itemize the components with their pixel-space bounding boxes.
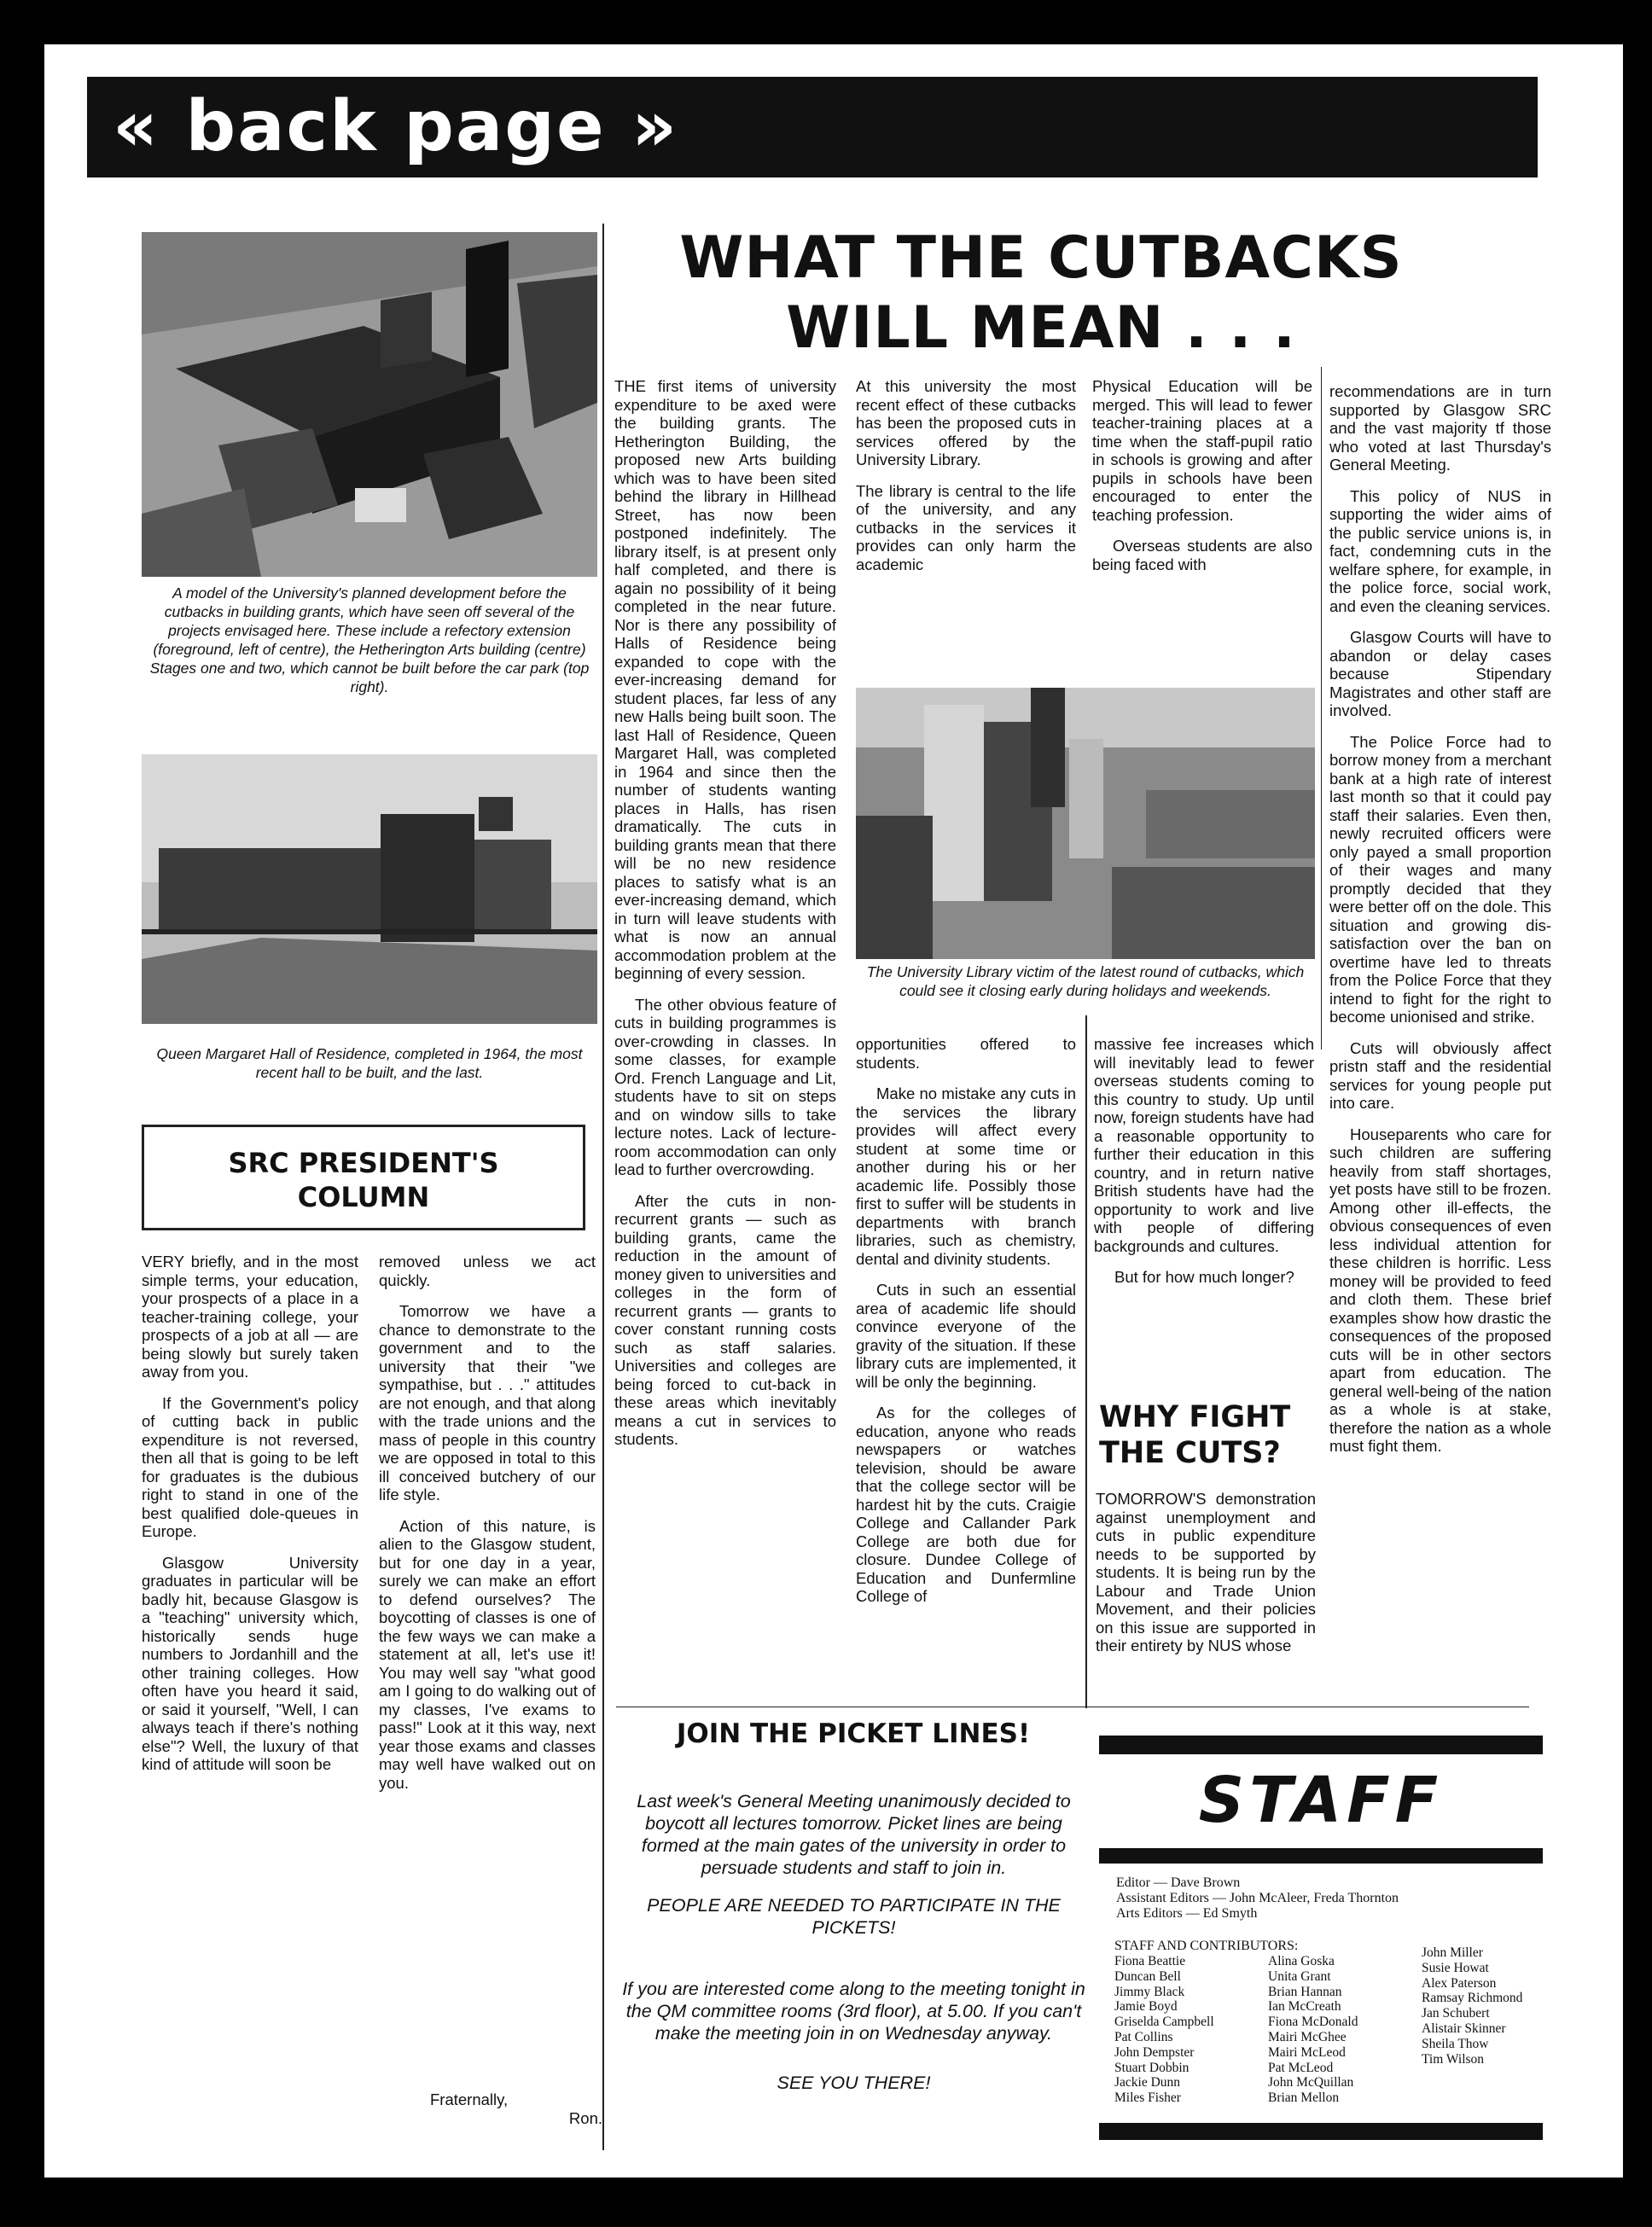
article-paragraph: opportunities offered to students. — [856, 1035, 1076, 1072]
article-paragraph: THE first items of university expenditure to be axed were the building grants. The Hetherington Building, the proposed new Arts building which was to have been sited behind the library in Hillhead Street, has now been postponed indefinitely. The library itself, is at present only half completed, and there is again no possibility of it being completed in the near future. Nor is there any possibility of Halls of Residence being expanded to cope with the ever-increasing demand for student places, far less of any new Halls being built soon. The last Hall of Residence, Queen Margaret Hall, was completed in 1964 and since then the number of students wanting places in Halls, has risen dramatically. The cuts in building grants mean that there will be no new residence places to satisfy what is an ever-increasing demand, which in turn will leave students with what is now an annual accommodation problem at the beginning of every session. — [614, 377, 836, 982]
staff-editor: Editor — Dave Brown — [1116, 1875, 1241, 1890]
contributor-name: Brian Mellon — [1268, 2090, 1340, 2106]
contributor-name: Mairi McLeod — [1268, 2044, 1346, 2060]
article-paragraph: After the cuts in non-recurrent grants — such as building grants, came the reduction in the amount of money given to universities and colleges in the form of recurrent grants — grants to cover constant running costs such as staff salaries. Universities and colleges are being forced to cut-back in these areas which inevitably means a cut in services to students. — [614, 1191, 836, 1448]
contributor-name: Stuart Dobbin — [1114, 2060, 1190, 2075]
contributors-column-3 — [1422, 1945, 1522, 2067]
src-column-b — [379, 1253, 596, 2072]
article-column-1 — [614, 377, 836, 1708]
src-paragraph: Glasgow University graduates in particular will be badly hit, because Glasgow is a "teaching" university which, historically sends huge numbers to Jordanhill and the other training colleges. How often have you heard it said, or said it yourself, "Well, I can always teach if there's nothing else"? Well, the luxury of that kind of attitude will soon be — [142, 1553, 358, 1773]
staff-contributors-heading: STAFF AND CONTRIBUTORS: — [1114, 1939, 1299, 1953]
contributor-name: Ian McCreath — [1268, 1999, 1341, 2015]
contributor-name: John Miller — [1422, 1945, 1483, 1960]
contributor-name: Alex Paterson — [1422, 1975, 1497, 1991]
article-column-2-bottom — [856, 1035, 1076, 1709]
university-model-photo — [142, 232, 597, 577]
divider-left — [602, 224, 604, 2150]
contributor-name: Jimmy Black — [1114, 1984, 1185, 1999]
model-photo-caption: A model of the University's planned development before the cutbacks in building grants, which have seen off several of the projects envisaged here. These include a refectory extension (foreground, left of centre), the Hetherington Arts building (centre) Stages one and two, which cannot be built before the car park (top right). — [149, 584, 590, 695]
article-paragraph: recommendations are in turn supported by Glasgow SRC and the vast majority tf those who voted at last Thursday's General Meeting. — [1329, 382, 1551, 474]
article-column-4 — [1329, 382, 1551, 1713]
contributor-name: Duncan Bell — [1114, 1968, 1181, 1984]
why-fight-heading: WHY FIGHT THE CUTS? — [1099, 1400, 1291, 1470]
contributor-name: Unita Grant — [1268, 1968, 1331, 1984]
picket-paragraph-4: SEE YOU THERE! — [777, 2073, 931, 2093]
contributor-name: John McQuillan — [1268, 2075, 1354, 2090]
contributors-column-2 — [1268, 1954, 1358, 2106]
src-paragraph: removed unless we act quickly. — [379, 1253, 596, 1289]
contributor-name: Jackie Dunn — [1114, 2075, 1181, 2090]
staff-top-bar — [1099, 1736, 1543, 1754]
picket-paragraph-3: If you are interested come along to the meeting tonight in the QM committee rooms (3rd floor), at 5.00. If you can't make the meeting join in on Wednesday anyway. — [622, 1979, 1085, 2044]
article-paragraph: Overseas students are also being faced with — [1092, 537, 1312, 573]
article-paragraph: Physical Education will be merged. This will lead to fewer teacher-training places at a time when the staff-pupil ratio in schools is growing and after pupils in schools have been encouraged to enter the teaching profession. — [1092, 377, 1312, 524]
article-paragraph: At this university the most recent effect of these cutbacks has been the proposed cuts in services offered by the University Library. — [856, 377, 1076, 468]
hall-photo-art — [142, 754, 597, 1024]
hall-photo-caption: Queen Margaret Hall of Residence, completed in 1964, the most recent hall to be built, and the last. — [156, 1045, 583, 1081]
article-paragraph: The library is central to the life of the university, and any cutbacks in the services it provides can only harm the academic — [856, 481, 1076, 573]
article-paragraph: Glasgow Courts will have to abandon or delay cases because Stipendary Magistrates and other staff are involved. — [1329, 628, 1551, 719]
divider-right — [1321, 367, 1322, 1050]
contributor-name: Miles Fisher — [1114, 2090, 1181, 2106]
src-president-box — [142, 1125, 585, 1230]
banner-title: « back page » — [113, 86, 679, 167]
staff-bottom-bar — [1099, 2123, 1543, 2140]
contributor-name: Pat Collins — [1114, 2029, 1173, 2044]
article-paragraph: Cuts will obviously affect pristn staff and the residential services for young people put into care. — [1329, 1038, 1551, 1112]
src-column-a — [142, 1253, 358, 2149]
main-headline: WHAT THE CUTBACKS WILL MEAN . . . — [679, 224, 1403, 362]
contributor-name: Alina Goska — [1268, 1954, 1335, 1968]
article-column-3-top — [1092, 377, 1312, 616]
library-photo-caption: The University Library victim of the latest round of cutbacks, which could see it closing early during holidays and weekends. — [866, 963, 1305, 999]
article-paragraph: massive fee increases which will inevitably lead to fewer overseas students coming to this country to study. Up until now, foreign students have had a reasonable opportunity to further their education in this country, and in return native British students have had the opportunity to work and live with people of differing backgrounds and cultures. — [1094, 1035, 1314, 1255]
contributor-name: Pat McLeod — [1268, 2060, 1334, 2075]
article-paragraph: As for the colleges of education, anyone who reads newspapers or watches television, should be aware that the college sector will be hardest hit by the cuts. Craigie College and Callander Park College are both due for closure. Dundee College of Education and Dunfermline College of — [856, 1404, 1076, 1605]
picket-lines-heading: JOIN THE PICKET LINES! — [676, 1718, 1031, 1749]
contributor-name: Tim Wilson — [1422, 2051, 1485, 2067]
signoff-name: Ron. — [568, 2109, 602, 2127]
contributor-name: Mairi McGhee — [1268, 2029, 1347, 2044]
staff-arts-editors: Arts Editors — Ed Smyth — [1116, 1906, 1258, 1921]
article-column-3-bottom — [1094, 1035, 1314, 1385]
contributor-name: Alistair Skinner — [1422, 2021, 1506, 2036]
article-column-2-top — [856, 377, 1076, 616]
article-paragraph: Houseparents who care for such children are suffering heavily from staff shortages, yet posts have still to be frozen. Among other ill-effects, the obvious consequences of even less individual attention for these children is horrific. Less money will be provided to feed and cloth them. These brief examples show how drastic the consequences of the proposed cuts will be in other sectors apart from education. The general well-being of the nation as a whole is at stake, therefore the nation as a whole must fight them. — [1329, 1125, 1551, 1455]
contributor-name: Fiona Beattie — [1114, 1954, 1186, 1968]
contributor-name: Sheila Thow — [1422, 2036, 1489, 2051]
src-column-title: SRC PRESIDENT'S COLUMN — [228, 1147, 499, 1213]
back-page-banner — [87, 77, 1538, 177]
article-paragraph: Make no mistake any cuts in the services the library provides will affect every student at some time or another during his or her academic life. Possibly those first to suffer will be students in departments with branch libraries, such as chemistry, dental and divinity students. — [856, 1084, 1076, 1268]
src-paragraph: VERY briefly, and in the most simple terms, your education, your prospects of a place in a teacher-training college, your prospects of a job at all — are being slowly but surely taken away from you. — [142, 1253, 358, 1381]
src-signoff — [379, 2090, 602, 2128]
contributor-name: Ramsay Richmond — [1422, 1991, 1523, 2006]
article-paragraph: TOMORROW'S demonstration against unemployment and cuts in public expenditure needs to be supported by students. It is being run by the Labour and Trade Union Movement, and their policies on this issue are supported in their entirety by NUS whose — [1096, 1490, 1316, 1654]
why-fight-text — [1096, 1490, 1316, 1707]
staff-mid-bar — [1099, 1848, 1543, 1864]
article-paragraph: But for how much longer? — [1114, 1268, 1294, 1286]
staff-assistant-editors: Assistant Editors — John McAleer, Freda Thornton — [1116, 1891, 1399, 1905]
queen-margaret-hall-photo — [142, 754, 597, 1024]
article-paragraph: The Police Force had to borrow money from a merchant bank at a high rate of interest last month so that it could pay staff their salaries. Even then, newly recruited officers were only payed a small proportion of their wages and many promptly decided that they were better off on the dole. This situation and growing dis-satisfaction over the ban on overtime have led to threats from the Police Force that they intend to fight for the right to become unionised and strike. — [1329, 732, 1551, 1026]
contributor-name: Jan Schubert — [1422, 2006, 1490, 2021]
divider-mid — [1085, 1015, 1087, 1708]
src-paragraph: Tomorrow we have a chance to demonstrate to the government and to the university that their "we sympathise, but . . ." attitudes are not enough, and that along with the trade unions and the mass of people in this country we are opposed in total to this ill conceived butchery of our life style. — [379, 1302, 596, 1503]
article-paragraph: This policy of NUS in supporting the wider aims of the public service unions is, in fact, condemning cuts in the welfare sphere, for example, in the police force, social work, and even the cleaning services. — [1329, 486, 1551, 615]
university-library-photo — [856, 688, 1315, 959]
contributors-column-1 — [1114, 1954, 1214, 2106]
model-photo-art — [142, 232, 597, 577]
article-paragraph: The other obvious feature of cuts in building programmes is over-crowding in classes. In some classes, for example Ord. French Language and Lit, students have to sit on steps and on window sills to take lecture notes. Lack of lecture-room accommodation can only lead to further overcrowding. — [614, 995, 836, 1178]
picket-paragraph-1: Last week's General Meeting unanimously decided to boycott all lectures tomorrow. Picket lines are being formed at the main gates of the university in order to persuade students and staff to join in. — [637, 1791, 1071, 1878]
signoff-fraternally: Fraternally, — [430, 2090, 509, 2108]
article-paragraph: Cuts in such an essential area of academic life should convince everyone of the gravity of the situation. If these library cuts are implemented, it will be only the beginning. — [856, 1281, 1076, 1391]
contributor-name: John Dempster — [1114, 2044, 1195, 2060]
contributor-name: Jamie Boyd — [1114, 1999, 1178, 2015]
src-paragraph: If the Government's policy of cutting back in public expenditure is not reversed, then all that is going to be left for graduates is the dubious right to stand in one of the best qualified dole-queues in Europe. — [142, 1393, 358, 1540]
picket-paragraph-2: PEOPLE ARE NEEDED TO PARTICIPATE IN THE PICKETS! — [647, 1895, 1061, 1938]
staff-heading: STAFF — [1198, 1764, 1444, 1837]
contributor-name: Griselda Campbell — [1114, 2015, 1214, 2030]
contributor-name: Brian Hannan — [1268, 1984, 1342, 1999]
contributor-name: Susie Howat — [1422, 1960, 1489, 1975]
contributor-name: Fiona McDonald — [1268, 2015, 1358, 2030]
library-photo-art — [856, 688, 1315, 959]
src-paragraph: Action of this nature, is alien to the Glasgow student, but for one day in a year, surely we can make an effort to defend ourselves? The boycotting of classes is one of the few ways we can make a statement at all, let's use it! You may well say "what good am I going to do walking out of my classes, I've exams to pass!" Look at it this way, next year those exams and classes may well have walked out on you. — [379, 1516, 596, 1792]
